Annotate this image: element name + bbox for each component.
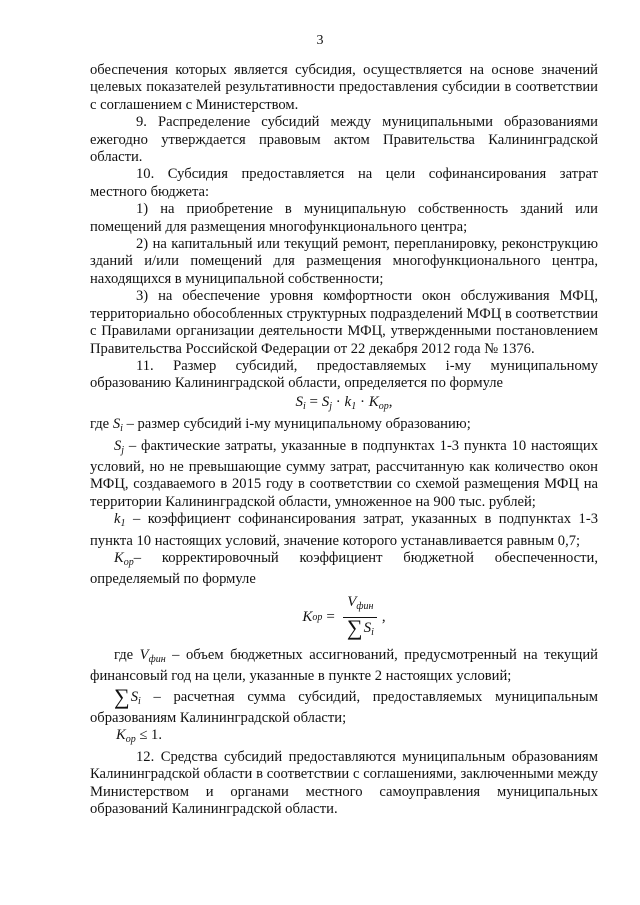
paragraph-10-item-3: 3) на обеспечение уровня комфортности окон обслуживания МФЦ, территориально обособленных структурных подразделений МФЦ в соответствии с Правилами организации деятельности МФЦ, утвержденными постановлением Правительства Российской Федерации от 22 декабря 2012 года № 1376.: [90, 288, 598, 357]
condition-kop: $K_{ор} \le 1$.: [116, 727, 162, 746]
paragraph-10-item-1: 1) на приобретение в муниципальную собственность зданий или помещений для размещения многофункционального центра;: [90, 201, 598, 235]
formula-kop: K ор = $\frac{V_{фин}}{\sum S_i}$ ,: [302, 594, 386, 640]
definition-k1: $k_1$ – коэффициент софинансирования затрат, указанных в подпунктах 1-3 пункта 10 настоящих условий, значение которого устанавливается равным 0,7;: [90, 511, 598, 549]
definition-sum: $\sum S_i$ – расчетная сумма субсидий, предоставляемых муниципальным образованиям Калининградской области;: [90, 683, 598, 726]
paragraph-9: 9. Распределение субсидий между муниципальными образованиями ежегодно утверждается правовым актом Правительства Калининградской области.: [90, 114, 598, 166]
paragraph-11: 11. Размер субсидий, предоставляемых i-му муниципальному образованию Калининградской области, определяется по формуле: [90, 357, 598, 392]
paragraph-continuation: обеспечения которых является субсидия, осуществляется на основе значений целевых показателей результативности предоставления субсидии в соответствии с соглашением с Министерством.: [90, 62, 598, 113]
document-body: [90, 62, 598, 818]
definition-vfin: где $V_{фин}$ – объем бюджетных ассигнований, предусмотренный на текущий финансовый год на цели, указанные в пункте 2 настоящих условий;: [90, 646, 598, 685]
paragraph-12: 12. Средства субсидий предоставляются муниципальным образованиям Калининградской области в соответствии с соглашениями, заключенными между Министерством и органами местного самоуправления муниципальных образований Калининградской области.: [90, 748, 598, 818]
paragraph-10: 10. Субсидия предоставляется на цели софинансирования затрат местного бюджета:: [90, 166, 598, 200]
definition-sj: $S_j$ – фактические затраты, указанные в подпунктах 1-3 пункта 10 настоящих условий, но не превышающие сумму затрат, рассчитанную как количество окон МФЦ, создаваемого в 2015 году в соответствии со схемой размещения МФЦ на территории Калининградской области, умноженное на 900 тыс. рублей;: [90, 437, 598, 510]
paragraph-10-item-2: 2) на капитальный или текущий ремонт, перепланировку, реконструкцию зданий и/или помещений для размещения многофункционального центра, находящихся в муниципальной собственности;: [90, 236, 598, 287]
formula-subsidy: $S_i = S_j \cdot k_1 \cdot K_{ор}$,: [295, 393, 393, 412]
page-number: 3: [316, 33, 324, 48]
definition-si: где $S_i$ – размер субсидий i-му муниципальному образованию;: [90, 416, 471, 435]
fraction: $\frac{V_{фин}}{\sum S_i}$: [343, 594, 378, 641]
definition-kop: $K_{ор}-$ корректировочный коэффициент бюджетной обеспеченности, определяемый по формуле: [90, 549, 598, 588]
